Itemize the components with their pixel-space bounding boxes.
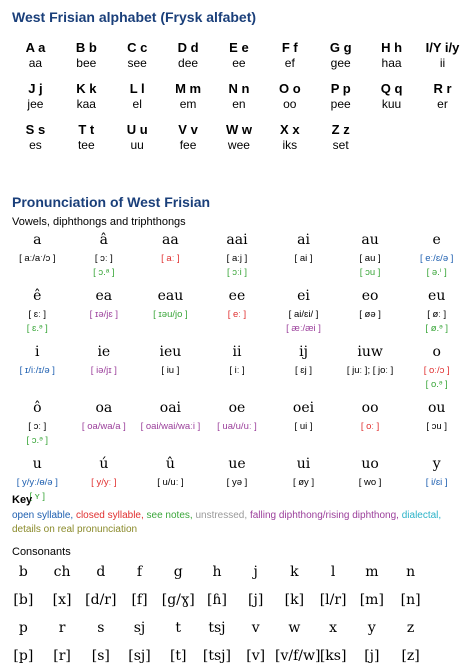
key-item: unstressed, — [195, 510, 250, 521]
consonant-letter: y — [367, 620, 376, 636]
vowel-ipa-cell — [403, 252, 470, 280]
consonant-letter: s — [97, 620, 105, 636]
alphabet-letter-name: set — [332, 138, 349, 152]
ipa-transcription: [ i/ɛi ] — [425, 477, 448, 488]
vowel-ipa-cell — [204, 308, 271, 336]
alphabet-letter: J j — [28, 80, 43, 96]
vowel-letter: y — [432, 456, 441, 472]
vowel-ipa-cell — [403, 420, 470, 448]
ipa-transcription: [ wo ] — [358, 477, 382, 488]
vowel-letter: uo — [361, 456, 379, 472]
vowel-ipa-cell — [4, 308, 71, 336]
alphabet-letter-name: el — [132, 97, 142, 111]
ipa-transcription: [ juː ]; [ joː ] — [346, 365, 394, 376]
consonant-ipa: [x] — [52, 592, 72, 608]
vowel-ipa-cell — [71, 476, 138, 504]
alphabet-letter: B b — [75, 39, 97, 55]
consonant-letter: tsj — [208, 620, 226, 636]
ipa-transcription: [ oː ] — [360, 421, 380, 432]
ipa-transcription: [ ɔu ] — [426, 421, 447, 432]
vowel-ipa-cell — [337, 308, 404, 336]
key-item: falling diphthong/rising diphthong, — [249, 510, 402, 521]
consonant-ipa: [tsj] — [202, 648, 231, 664]
consonant-letter: x — [329, 620, 338, 636]
ipa-transcription: [ eː/ɛ/ə ] — [419, 253, 454, 264]
consonant-ipa: [j] — [364, 648, 380, 664]
alphabet-letter: G g — [329, 39, 352, 55]
vowels-subtitle: Vowels, diphthongs and triphthongs — [12, 216, 186, 228]
consonant-ipa: [k] — [284, 592, 305, 608]
vowel-ipa-cell — [270, 364, 337, 392]
alphabet-letter-name: jee — [27, 97, 44, 111]
alphabet-letter-name: see — [127, 56, 147, 70]
consonant-ipa: [z] — [401, 648, 420, 664]
consonant-ipa: [t] — [169, 648, 187, 664]
consonant-ipa: [b] — [13, 592, 34, 608]
vowel-ipa-cell — [204, 476, 271, 504]
ipa-transcription: [ æː/æi ] — [286, 323, 321, 334]
consonant-ipa: [j] — [248, 592, 264, 608]
ipa-transcription: [ y/yː/ɵ/ə ] — [16, 477, 58, 488]
vowel-letter: ou — [427, 400, 446, 416]
consonant-ipa: [s] — [91, 648, 110, 664]
alphabet-letter-name: pee — [330, 97, 351, 111]
vowel-ipa-cell — [270, 476, 337, 504]
ipa-transcription: [ ɛ.ᵊ ] — [26, 323, 48, 334]
consonant-letter: h — [212, 564, 222, 580]
alphabet-letter: W w — [225, 121, 252, 137]
ipa-transcription: [ ɔː ] — [94, 253, 113, 264]
alphabet-letter-name: ii — [439, 56, 446, 70]
consonant-letter: p — [18, 620, 28, 636]
consonant-letter: d — [96, 564, 106, 580]
consonant-ipa: [n] — [400, 592, 421, 608]
alphabet-letter: R r — [433, 80, 452, 96]
consonant-letter: sj — [133, 620, 146, 636]
alphabet-letter-name: wee — [227, 138, 250, 152]
ipa-transcription: [ ai ] — [294, 253, 313, 264]
alphabet-letter-name: haa — [381, 56, 402, 70]
ipa-transcription: [ iː ] — [229, 365, 245, 376]
ipa-transcription: [ ɔu ] — [359, 267, 381, 278]
consonant-letter: f — [136, 564, 143, 580]
vowel-table — [4, 230, 470, 510]
vowel-letter: aa — [162, 232, 179, 248]
consonant-letter: w — [288, 620, 301, 636]
consonant-ipa: [m] — [359, 592, 384, 608]
vowel-ipa-cell — [337, 364, 404, 392]
alphabet-letter: H h — [381, 39, 403, 55]
vowel-ipa-cell — [337, 476, 404, 504]
alphabet-table — [10, 38, 468, 161]
alphabet-letter-name: em — [179, 97, 197, 111]
vowel-letter: iuw — [357, 344, 383, 360]
consonant-table — [4, 558, 430, 670]
ipa-transcription: [ ɪə/jɛ ] — [89, 309, 119, 320]
vowel-ipa-cell — [337, 252, 404, 280]
consonant-ipa: [v/f/w] — [275, 648, 321, 664]
ipa-transcription: [ oa/wa/a ] — [81, 421, 126, 432]
ipa-transcription: [ ɪəu/jo ] — [153, 309, 188, 320]
ipa-transcription: [ yə ] — [226, 477, 248, 488]
vowel-letter: u — [32, 456, 42, 472]
alphabet-letter: U u — [126, 121, 148, 137]
ipa-transcription: [ øy ] — [292, 477, 315, 488]
consonant-ipa: [p] — [13, 648, 34, 664]
ipa-transcription: [ ɔː ] — [28, 421, 47, 432]
vowel-letter: ea — [95, 288, 113, 304]
ipa-transcription: [ aː ] — [161, 253, 180, 264]
consonant-letter: z — [406, 620, 415, 636]
consonant-letter: ch — [53, 564, 71, 580]
vowel-letter: ie — [97, 344, 111, 360]
vowel-letter: ê — [33, 288, 42, 304]
vowel-letter: aai — [226, 232, 248, 248]
ipa-transcription: [ ə.ⁱ ] — [426, 267, 447, 278]
vowel-letter: û — [165, 456, 175, 472]
alphabet-letter-name: er — [437, 97, 448, 111]
vowel-ipa-cell — [71, 308, 138, 336]
alphabet-letter: P p — [330, 80, 351, 96]
ipa-transcription: [ iu ] — [161, 365, 180, 376]
vowel-letter: ij — [299, 344, 308, 360]
consonant-ipa: [r] — [53, 648, 71, 664]
vowel-ipa-cell — [137, 364, 204, 392]
alphabet-letter: I/Y i/y — [425, 39, 460, 55]
consonants-title: Consonants — [12, 546, 71, 558]
alphabet-letter: L l — [129, 80, 145, 96]
alphabet-letter-name: dee — [178, 56, 199, 70]
key-item: details on real pronunciation — [12, 524, 138, 535]
vowel-letter: oai — [159, 400, 182, 416]
vowel-ipa-cell — [204, 364, 271, 392]
vowel-letter: ô — [33, 400, 42, 416]
vowel-ipa-cell — [137, 252, 204, 280]
key-item: dialectal, — [401, 510, 442, 521]
vowel-ipa-cell — [337, 420, 404, 448]
ipa-transcription: [ ø.ᵊ ] — [425, 323, 448, 334]
ipa-transcription: [ ai/ɛi/ ] — [288, 309, 319, 320]
vowel-ipa-cell — [4, 252, 71, 280]
vowel-ipa-cell — [71, 364, 138, 392]
consonant-letter: m — [365, 564, 379, 580]
consonant-letter: r — [58, 620, 66, 636]
consonant-letter: k — [290, 564, 299, 580]
alphabet-letter: S s — [25, 121, 46, 137]
vowel-ipa-cell — [270, 308, 337, 336]
consonant-ipa: [ks] — [319, 648, 347, 664]
vowel-letter: o — [432, 344, 441, 360]
vowel-ipa-cell — [403, 308, 470, 336]
alphabet-letter-name: iks — [282, 138, 298, 152]
alphabet-letter: A a — [25, 39, 46, 55]
alphabet-letter-name: aa — [28, 56, 43, 70]
vowel-ipa-cell — [204, 420, 271, 448]
consonant-letter: l — [330, 564, 336, 580]
ipa-transcription: [ ɛː ] — [28, 309, 47, 320]
key-item: see notes, — [146, 510, 196, 521]
vowel-letter: eo — [361, 288, 379, 304]
vowel-letter: ue — [228, 456, 246, 472]
alphabet-letter-name: es — [29, 138, 42, 152]
ipa-transcription: [ u/uː ] — [157, 477, 184, 488]
vowel-letter: oe — [228, 400, 246, 416]
alphabet-letter: T t — [78, 121, 95, 137]
alphabet-letter-name: kuu — [381, 97, 402, 111]
consonant-ipa: [f] — [131, 592, 148, 608]
alphabet-letter-name: tee — [77, 138, 95, 152]
consonant-letter: v — [251, 620, 260, 636]
vowel-letter: ui — [296, 456, 311, 472]
vowel-ipa-cell — [137, 308, 204, 336]
alphabet-letter: V v — [178, 121, 198, 137]
vowel-letter: oei — [292, 400, 315, 416]
vowel-letter: oa — [95, 400, 113, 416]
ipa-transcription: [ oai/wai/waːi ] — [140, 421, 201, 432]
ipa-transcription: [ aː/aˑ/ɔ ] — [19, 253, 56, 264]
alphabet-title: West Frisian alphabet (Frysk alfabet) — [12, 9, 257, 25]
vowel-ipa-cell — [403, 476, 470, 504]
ipa-transcription: [ y/yː ] — [91, 477, 117, 488]
vowel-letter: i — [35, 344, 40, 360]
vowel-ipa-cell — [71, 420, 138, 448]
vowel-ipa-cell — [4, 420, 71, 448]
ipa-transcription: [ øə ] — [359, 309, 381, 320]
ipa-transcription: [ ui ] — [294, 421, 313, 432]
vowel-letter: ai — [297, 232, 310, 248]
alphabet-letter: M m — [175, 80, 202, 96]
ipa-transcription: [ øː ] — [427, 309, 447, 320]
alphabet-letter-name: uu — [130, 138, 144, 152]
vowel-letter: eau — [157, 288, 184, 304]
consonant-letter: n — [406, 564, 416, 580]
consonant-letter: j — [253, 564, 258, 580]
ipa-transcription: [ iə/jɪ ] — [90, 365, 117, 376]
alphabet-letter: N n — [228, 80, 250, 96]
ipa-transcription: [ eː ] — [227, 309, 247, 320]
alphabet-letter: D d — [177, 39, 199, 55]
vowel-letter: ú — [99, 456, 109, 472]
key-item: open syllable, — [12, 510, 76, 521]
vowel-letter: au — [361, 232, 379, 248]
alphabet-letter: Q q — [380, 80, 403, 96]
vowel-letter: â — [99, 232, 109, 248]
vowel-ipa-cell — [71, 252, 138, 280]
vowel-letter: a — [33, 232, 42, 248]
vowel-ipa-cell — [403, 364, 470, 392]
consonant-ipa: [v] — [246, 648, 266, 664]
ipa-transcription: [ au ] — [359, 253, 381, 264]
consonant-ipa: [g/ɣ] — [161, 592, 195, 608]
ipa-transcription: [ o.ᵊ ] — [425, 379, 448, 390]
vowel-letter: oo — [361, 400, 379, 416]
pronunciation-title: Pronunciation of West Frisian — [12, 194, 211, 210]
consonant-letter: t — [175, 620, 182, 636]
alphabet-letter-name: bee — [76, 56, 97, 70]
vowel-ipa-cell — [204, 252, 271, 280]
vowel-ipa-cell — [137, 476, 204, 504]
vowel-letter: e — [432, 232, 441, 248]
alphabet-letter: Z z — [331, 121, 350, 137]
alphabet-letter: F f — [281, 39, 298, 55]
vowel-letter: ee — [228, 288, 246, 304]
ipa-transcription: [ ʏ ] — [29, 491, 46, 502]
ipa-transcription: [ ɪ/iː/ɪ/ə ] — [19, 365, 55, 376]
consonant-letter: b — [18, 564, 28, 580]
vowel-letter: ei — [297, 288, 310, 304]
consonant-letter: g — [173, 564, 183, 580]
consonant-ipa: [sj] — [128, 648, 151, 664]
alphabet-letter-name: en — [232, 97, 246, 111]
vowel-letter: eu — [428, 288, 446, 304]
consonant-ipa: [ɦ] — [206, 592, 227, 608]
key-title: Key — [12, 494, 33, 506]
alphabet-letter: K k — [76, 80, 97, 96]
vowel-ipa-cell — [270, 252, 337, 280]
key-item: closed syllable, — [75, 510, 147, 521]
alphabet-letter-name: ee — [232, 56, 246, 70]
ipa-transcription: [ ɛj ] — [295, 365, 313, 376]
alphabet-letter-name: fee — [179, 138, 197, 152]
vowel-ipa-cell — [270, 420, 337, 448]
ipa-transcription: [ ua/u/uː ] — [217, 421, 257, 432]
ipa-transcription: [ ɔːi ] — [226, 267, 247, 278]
consonant-ipa: [l/r] — [319, 592, 347, 608]
vowel-ipa-cell — [137, 420, 204, 448]
vowel-letter: ieu — [159, 344, 182, 360]
key-legend — [12, 509, 462, 537]
alphabet-letter-name: oo — [283, 97, 297, 111]
alphabet-letter-name: ef — [284, 56, 295, 70]
ipa-transcription: [ aːj ] — [226, 253, 248, 264]
alphabet-letter: E e — [229, 39, 249, 55]
ipa-transcription: [ ɔ.ᵊ ] — [26, 435, 49, 446]
consonant-ipa: [d/r] — [85, 592, 117, 608]
vowel-letter: ii — [232, 344, 242, 360]
vowel-ipa-cell — [4, 364, 71, 392]
ipa-transcription: [ oː/ɔ ] — [423, 365, 450, 376]
alphabet-letter: X x — [280, 121, 300, 137]
alphabet-letter: O o — [278, 80, 301, 96]
alphabet-letter-name: gee — [330, 56, 351, 70]
alphabet-letter: C c — [127, 39, 148, 55]
alphabet-letter-name: kaa — [76, 97, 96, 111]
ipa-transcription: [ ɔ.ᵃ ] — [93, 267, 115, 278]
